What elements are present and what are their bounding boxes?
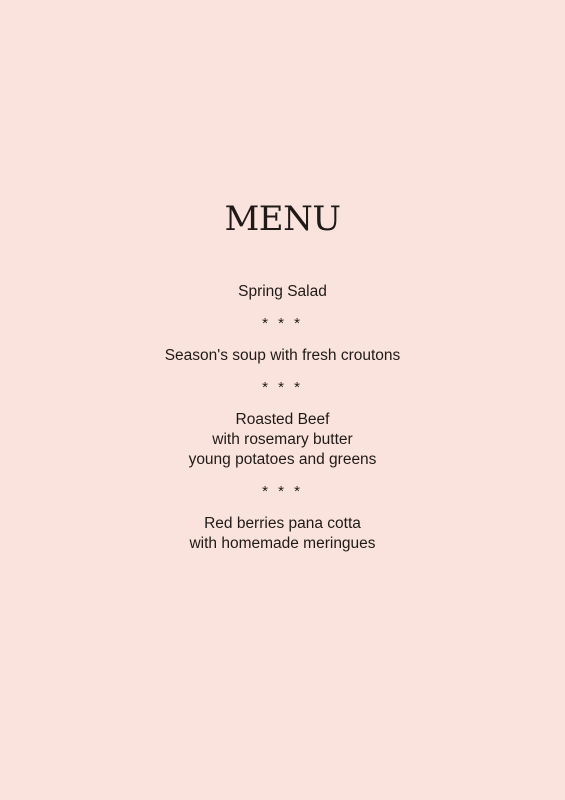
course-line: Red berries pana cotta — [204, 515, 361, 532]
course-soup — [0, 346, 565, 366]
course-separator: * * * — [262, 379, 303, 396]
menu-courses — [0, 282, 565, 554]
course-separator: * * * — [262, 483, 303, 500]
course-separator: * * * — [262, 315, 303, 332]
course-line: Season's soup with fresh croutons — [164, 347, 401, 364]
course-dessert — [0, 514, 565, 554]
course-starter — [0, 282, 565, 302]
course-main — [0, 410, 565, 470]
course-line: Roasted Beef — [235, 411, 330, 428]
course-line: with rosemary butter — [212, 431, 353, 448]
course-line: with homemade meringues — [189, 535, 376, 552]
menu-title: MENU — [224, 199, 341, 239]
course-line: Spring Salad — [238, 283, 327, 300]
course-line: young potatoes and greens — [188, 451, 377, 468]
